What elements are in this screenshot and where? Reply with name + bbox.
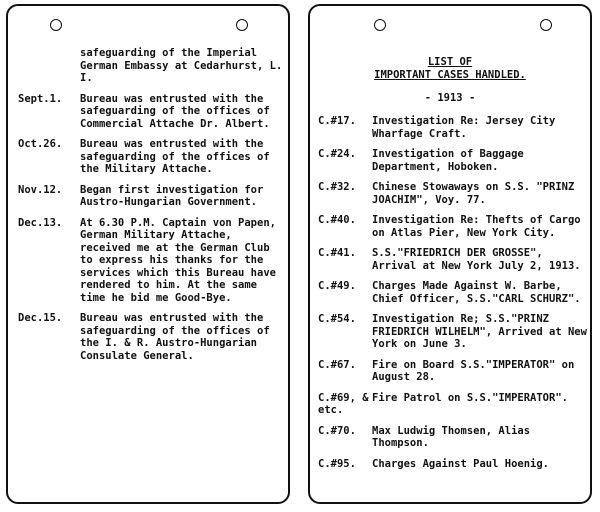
- case-number: C.#54.: [318, 313, 356, 325]
- entry-text: Began first investigation for Austro-Hungarian Government.: [80, 183, 264, 208]
- entry-date: Dec.13.: [18, 216, 63, 229]
- list-year: - 1913 -: [424, 92, 476, 104]
- case-list: [318, 115, 590, 478]
- case-description: Fire Patrol on S.S."IMPERATOR".: [372, 391, 568, 404]
- case-item: [318, 214, 590, 239]
- case-item: [318, 247, 590, 272]
- case-description: Charges Against Paul Hoenig.: [372, 457, 550, 470]
- case-number: C.#70.: [318, 424, 356, 437]
- case-number: C.#41.: [318, 247, 356, 259]
- entry-date: Nov.12.: [18, 183, 63, 196]
- case-item: [318, 115, 590, 140]
- punch-hole-icon: [374, 19, 386, 31]
- list-title-line1: LIST OF: [427, 56, 473, 68]
- chronology-entry: [18, 93, 286, 131]
- entry-text: Bureau was entrusted with the safeguarding of the offices of the Military Attache.: [80, 138, 270, 175]
- case-description: Charges Made Against W. Barbe, Chief Officer, S.S."CARL SCHURZ".: [372, 280, 581, 305]
- case-item: [318, 392, 590, 417]
- entry-date: Dec.15.: [18, 312, 63, 324]
- right-index-card: [308, 4, 592, 504]
- case-number: C.#67.: [318, 358, 356, 371]
- case-item: [318, 181, 590, 206]
- chronology-entry: [18, 312, 286, 362]
- case-description: Investigation Re: Jersey City Wharfage Craft.: [372, 115, 556, 140]
- case-number: C.#24.: [318, 148, 356, 160]
- chronology-entry: [18, 184, 286, 209]
- case-item: [318, 458, 590, 471]
- case-description: Investigation of Baggage Department, Hoboken.: [372, 148, 524, 173]
- case-number: C.#69, & etc.: [318, 391, 369, 416]
- case-item: [318, 359, 590, 384]
- chronology-entry: [18, 217, 286, 305]
- case-description: Chinese Stowaways on S.S. "PRINZ JOACHIM", Voy. 77.: [372, 181, 575, 206]
- case-item: [318, 425, 590, 450]
- case-description: Max Ludwig Thomsen, Alias Thompson.: [372, 424, 531, 449]
- continuation-text: safeguarding of the Imperial German Embassy at Cedarhurst, L. I.: [80, 47, 283, 84]
- chronology-entry: [18, 138, 286, 176]
- left-index-card: [6, 4, 290, 504]
- entry-date: Oct.26.: [18, 138, 63, 150]
- case-description: Fire on Board S.S."IMPERATOR" on August 28.: [372, 358, 575, 383]
- case-description: S.S."FRIEDRICH DER GROSSE", Arrival at New York July 2, 1913.: [372, 247, 581, 272]
- case-item: [318, 148, 590, 173]
- case-item: [318, 280, 590, 305]
- case-description: Investigation Re: Thefts of Cargo on Atlas Pier, New York City.: [372, 214, 581, 239]
- entry-text: At 6.30 P.M. Captain von Papen, German Military Attache, received me at the German Club to express his thanks for the services which this Bureau have rendered to him. At the same time he bid me Good-Bye.: [80, 216, 276, 304]
- punch-hole-icon: [236, 19, 248, 31]
- punch-hole-icon: [50, 19, 62, 31]
- case-description: Investigation Re; S.S."PRINZ FRIEDRICH WILHELM", Arrived at New York on June 3.: [372, 313, 587, 350]
- case-number: C.#95.: [318, 457, 356, 470]
- case-number: C.#49.: [318, 280, 356, 292]
- entry-text: Bureau was entrusted with the safeguarding of the offices of Commercial Attache Dr. Albert.: [80, 92, 270, 130]
- punch-hole-icon: [540, 19, 552, 31]
- entry-text: Bureau was entrusted with the safeguarding of the offices of the I. & R. Austro-Hungarian Consulate General.: [80, 312, 270, 362]
- case-number: C.#17.: [318, 115, 356, 127]
- case-number: C.#32.: [318, 181, 356, 193]
- case-number: C.#40.: [318, 214, 356, 226]
- case-item: [318, 313, 590, 351]
- chronology-entries: [18, 47, 286, 370]
- list-title-line2: IMPORTANT CASES HANDLED.: [374, 69, 526, 81]
- entry-date: Sept.1.: [18, 92, 63, 105]
